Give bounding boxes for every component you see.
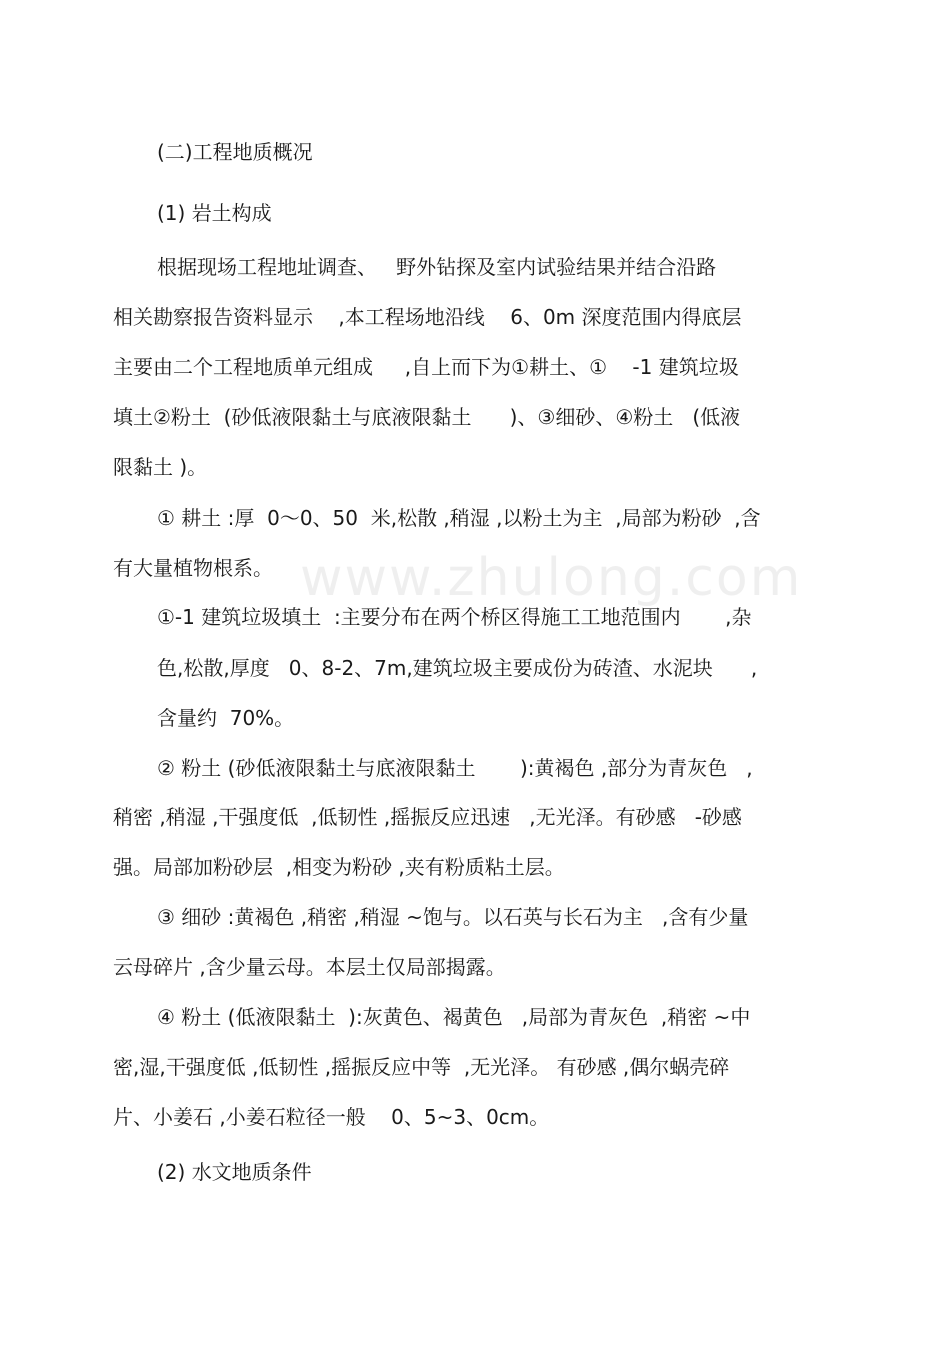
paragraph-line: 密,湿,干强度低 ,低韧性 ,摇振反应中等 ,无光泽。 有砂感 ,偶尔蜗壳碎 [113,1055,730,1079]
paragraph-line: 限黏土 )。 [113,455,208,479]
paragraph-line: ② 粉土 (砂低液限黏土与底液限黏土 ):黄褐色 ,部分为青灰色 , [157,756,753,780]
paragraph-line: 根据现场工程地址调查、 野外钻探及室内试验结果并结合沿路 [157,255,717,279]
subsection-heading: (1) 岩土构成 [157,201,272,225]
paragraph-line: 云母碎片 ,含少量云母。本层土仅局部揭露。 [113,955,506,979]
paragraph-line: ④ 粉土 (低液限黏土 ):灰黄色、褐黄色 ,局部为青灰色 ,稍密 ~中 [157,1005,751,1029]
paragraph-line: 稍密 ,稍湿 ,干强度低 ,低韧性 ,摇振反应迅速 ,无光泽。有砂感 -砂感 [113,805,742,829]
paragraph-line: 含量约 70%。 [157,706,295,730]
paragraph-line: ③ 细砂 :黄褐色 ,稍密 ,稍湿 ~饱与。以石英与长石为主 ,含有少量 [157,905,749,929]
paragraph-line: 色,松散,厚度 0、8-2、7m,建筑垃圾主要成份为砖渣、水泥块 , [157,656,758,680]
watermark: www.zhulong.com [300,548,803,608]
paragraph-line: 填土②粉土 (砂低液限黏土与底液限黏土 )、③细砂、④粉土 (低液 [113,405,741,429]
paragraph-line: 主要由二个工程地质单元组成 ,自上而下为①耕土、① -1 建筑垃圾 [113,355,739,379]
paragraph-line: 相关勘察报告资料显示 ,本工程场地沿线 6、0m 深度范围内得底层 [113,305,742,329]
section-heading: (二)工程地质概况 [157,140,313,164]
paragraph-line: 有大量植物根系。 [113,556,273,580]
paragraph-line: ①-1 建筑垃圾填土 :主要分布在两个桥区得施工工地范围内 ,杂 [157,605,752,629]
subsection-heading: (2) 水文地质条件 [157,1160,312,1184]
paragraph-line: ① 耕土 :厚 0～0、50 米,松散 ,稍湿 ,以粉土为主 ,局部为粉砂 ,含 [157,506,761,530]
paragraph-line: 强。局部加粉砂层 ,相变为粉砂 ,夹有粉质粘土层。 [113,855,565,879]
paragraph-line: 片、小姜石 ,小姜石粒径一般 0、5~3、0cm。 [113,1105,550,1129]
